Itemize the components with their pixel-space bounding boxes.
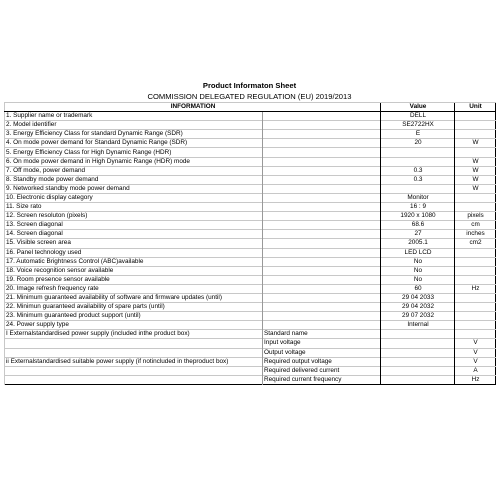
- table-row: [5, 139, 496, 148]
- row-unit: pixels: [455, 212, 496, 221]
- row-unit: [455, 312, 496, 321]
- row-value: 16 : 9: [381, 203, 455, 212]
- row-information: 1. Supplier name or trademark: [5, 112, 263, 121]
- row-value: 0.3: [381, 175, 455, 184]
- psu-required-current: Required delivered current: [263, 366, 381, 375]
- row-unit: [455, 121, 496, 130]
- psu-input-voltage: Input voltage: [263, 339, 381, 348]
- row-value: 29 07 2032: [381, 312, 455, 321]
- row-value: 29 04 2032: [381, 303, 455, 312]
- table-row: [5, 203, 496, 212]
- row-unit: [455, 130, 496, 139]
- table-row: [5, 157, 496, 166]
- product-information-sheet: [4, 80, 495, 385]
- row-value: No: [381, 275, 455, 284]
- row-unit: W: [455, 139, 496, 148]
- row-unit: [455, 248, 496, 257]
- row-information: 16. Panel technology used: [5, 248, 263, 257]
- row-value: [381, 148, 455, 157]
- row-unit: cm: [455, 221, 496, 230]
- row-unit: [455, 303, 496, 312]
- row-information: 12. Screen resoluton (pixels): [5, 212, 263, 221]
- row-information: 17. Automatic Brightness Control (ABC)available: [5, 257, 263, 266]
- table-row: [5, 339, 496, 348]
- table-row: [5, 375, 496, 384]
- psu-required-frequency-unit: Hz: [455, 375, 496, 384]
- psu-standard-name: Standard name: [263, 330, 381, 339]
- row-unit: W: [455, 175, 496, 184]
- row-value: No: [381, 257, 455, 266]
- table-row: [5, 193, 496, 202]
- row-value: Monitor: [381, 193, 455, 202]
- table-header-row: [5, 103, 496, 112]
- row-unit: Hz: [455, 284, 496, 293]
- psu-required-output-voltage: Required output voltage: [263, 357, 381, 366]
- psu-output-voltage: Output voltage: [263, 348, 381, 357]
- row-unit: W: [455, 184, 496, 193]
- row-value: 1920 x 1080: [381, 212, 455, 221]
- row-information: 11. Size rato: [5, 203, 263, 212]
- row-information: 19. Room presence sensor available: [5, 275, 263, 284]
- table-row: [5, 230, 496, 239]
- table-row: [5, 248, 496, 257]
- row-unit: cm2: [455, 239, 496, 248]
- row-information: 2. Model identifier: [5, 121, 263, 130]
- psu-required-current-unit: A: [455, 366, 496, 375]
- row-information: 15. Visible screen area: [5, 239, 263, 248]
- row-unit: [455, 193, 496, 202]
- row-value: DELL: [381, 112, 455, 121]
- row-value: Internal: [381, 321, 455, 330]
- table-row: [5, 357, 496, 366]
- row-information: 21. Minimum guaranteed availability of software and firmware updates (until): [5, 293, 263, 302]
- row-information: 22. Minimun guaranteed availability of spare parts (until): [5, 303, 263, 312]
- table-row: [5, 266, 496, 275]
- row-information: 24. Power supply type: [5, 321, 263, 330]
- row-information: 23. Minimum guaranteed product support (until): [5, 312, 263, 321]
- row-information: 5. Energy Efficiency Class for High Dynamic Range (HDR): [5, 148, 263, 157]
- psu-required-frequency: Required current frequency: [263, 375, 381, 384]
- table-row: [5, 239, 496, 248]
- header-information: INFORMATION: [5, 103, 381, 112]
- power-supply-section: [5, 330, 496, 385]
- table-row: [5, 257, 496, 266]
- table-row: [5, 312, 496, 321]
- table-row: [5, 212, 496, 221]
- information-table: [4, 102, 496, 385]
- table-row: [5, 303, 496, 312]
- row-information: 6. On mode power demand in High Dynamic Range (HDR) mode: [5, 157, 263, 166]
- row-value: 20: [381, 139, 455, 148]
- row-information: 8. Standby mode power demand: [5, 175, 263, 184]
- table-row: [5, 348, 496, 357]
- row-value: 0.3: [381, 166, 455, 175]
- row-information: 10. Electronic display category: [5, 193, 263, 202]
- row-unit: [455, 112, 496, 121]
- row-unit: [455, 148, 496, 157]
- row-unit: [455, 266, 496, 275]
- table-row: [5, 130, 496, 139]
- sheet-subtitle: COMMISSION DELEGATED REGULATION (EU) 2019/2013: [147, 92, 352, 101]
- table-row: [5, 366, 496, 375]
- row-value: E: [381, 130, 455, 139]
- header-value: Value: [381, 103, 455, 112]
- table-row: [5, 148, 496, 157]
- row-unit: [455, 275, 496, 284]
- table-row: [5, 293, 496, 302]
- row-information: 14. Screen diagonal: [5, 230, 263, 239]
- psu-output-voltage-unit: V: [455, 348, 496, 357]
- row-value: [381, 157, 455, 166]
- row-unit: W: [455, 157, 496, 166]
- table-row: [5, 175, 496, 184]
- table-row: [5, 184, 496, 193]
- table-row: [5, 166, 496, 175]
- table-row: [5, 121, 496, 130]
- row-value: SE2722HX: [381, 121, 455, 130]
- table-row: [5, 321, 496, 330]
- row-value: 2005.1: [381, 239, 455, 248]
- row-value: 68.6: [381, 221, 455, 230]
- row-value: 29 04 2033: [381, 293, 455, 302]
- row-information: 9. Networked standby mode power demand: [5, 184, 263, 193]
- psu-input-voltage-unit: V: [455, 339, 496, 348]
- psu-external-label: I Externalstandardised power supply (included inthe product box): [5, 330, 263, 339]
- row-information: 18. Voice recognition sensor available: [5, 266, 263, 275]
- table-row: [5, 221, 496, 230]
- row-unit: inches: [455, 230, 496, 239]
- row-unit: [455, 203, 496, 212]
- row-value: LED LCD: [381, 248, 455, 257]
- row-unit: [455, 257, 496, 266]
- row-information: 4. On mode power demand for Standard Dynamic Range (SDR): [5, 139, 263, 148]
- row-information: 20. Image refresh frequency rate: [5, 284, 263, 293]
- row-value: 60: [381, 284, 455, 293]
- row-information: 3. Energy Efficiency Class for standard Dynamic Range (SDR): [5, 130, 263, 139]
- row-information: 13. Screen diagonal: [5, 221, 263, 230]
- table-row: [5, 330, 496, 339]
- table-row: [5, 284, 496, 293]
- psu-suitable-label: ii Externalstandardised suitable power supply (if notincluded in theproduct box): [5, 357, 263, 366]
- table-row: [5, 275, 496, 284]
- row-information: 7. Off mode, power demand: [5, 166, 263, 175]
- table-row: [5, 112, 496, 121]
- header-unit: Unit: [455, 103, 496, 112]
- row-unit: [455, 321, 496, 330]
- row-unit: [455, 293, 496, 302]
- psu-required-output-voltage-unit: V: [455, 357, 496, 366]
- sheet-title: Product Informaton Sheet: [202, 81, 297, 90]
- row-value: [381, 184, 455, 193]
- row-value: 27: [381, 230, 455, 239]
- row-value: No: [381, 266, 455, 275]
- row-unit: W: [455, 166, 496, 175]
